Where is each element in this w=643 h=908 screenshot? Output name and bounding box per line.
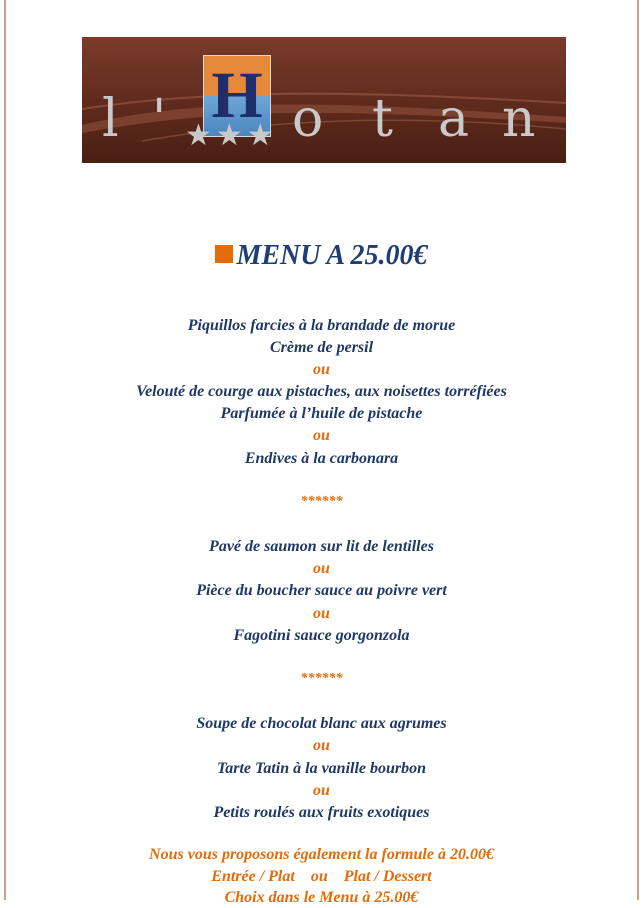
menu-line: Fagotini sauce gorgonzola — [233, 627, 410, 644]
logo-letter: ' — [152, 89, 167, 149]
menu-line: Soupe de chocolat blanc aux agrumes — [196, 715, 447, 732]
or-separator: ou — [313, 782, 330, 799]
square-bullet-icon — [215, 245, 233, 263]
menu-line: Pièce du boucher sauce au poivre vert — [196, 582, 447, 599]
formula-options: Entrée / Plat ou Plat / Dessert — [211, 868, 432, 885]
formula-choice: Choix dans le Menu à 25.00€ — [224, 889, 419, 906]
logo-wordmark — [82, 89, 566, 149]
menu-line: Pavé de saumon sur lit de lentilles — [209, 538, 434, 555]
or-separator: ou — [313, 605, 330, 622]
logo-letter: o — [292, 89, 324, 149]
or-separator: ou — [313, 427, 330, 444]
star-rating-icon: ★★★ — [185, 119, 278, 152]
menu-line: Piquillos farcies à la brandade de morue — [187, 317, 456, 334]
or-separator: ou — [313, 737, 330, 754]
menu-line: Petits roulés aux fruits exotiques — [213, 804, 430, 821]
course-separator: ****** — [300, 671, 343, 686]
logo-letter: n — [502, 89, 536, 149]
hotel-logo — [82, 37, 566, 163]
logo-letter: a — [438, 89, 470, 149]
menu-line: Crème de persil — [269, 339, 374, 356]
menu-line: Velouté de courge aux pistaches, aux noisettes torréfiées — [136, 383, 507, 400]
menu-line: Endives à la carbonara — [244, 450, 399, 467]
logo-badge-letter: H — [211, 59, 263, 132]
menu-title-text: MENU A 25.00€ — [236, 240, 428, 271]
menu-line: Parfumée à l’huile de pistache — [220, 405, 423, 422]
menu-title — [0, 240, 643, 272]
menu-line: Tarte Tatin à la vanille bourbon — [216, 760, 427, 777]
or-separator: ou — [313, 361, 330, 378]
logo-letter: t — [372, 89, 393, 149]
logo-letter: l — [102, 89, 119, 149]
or-separator: ou — [313, 560, 330, 577]
course-separator: ****** — [300, 494, 343, 509]
formula-offer: Nous vous proposons également la formule à 20.00€ — [149, 846, 494, 863]
